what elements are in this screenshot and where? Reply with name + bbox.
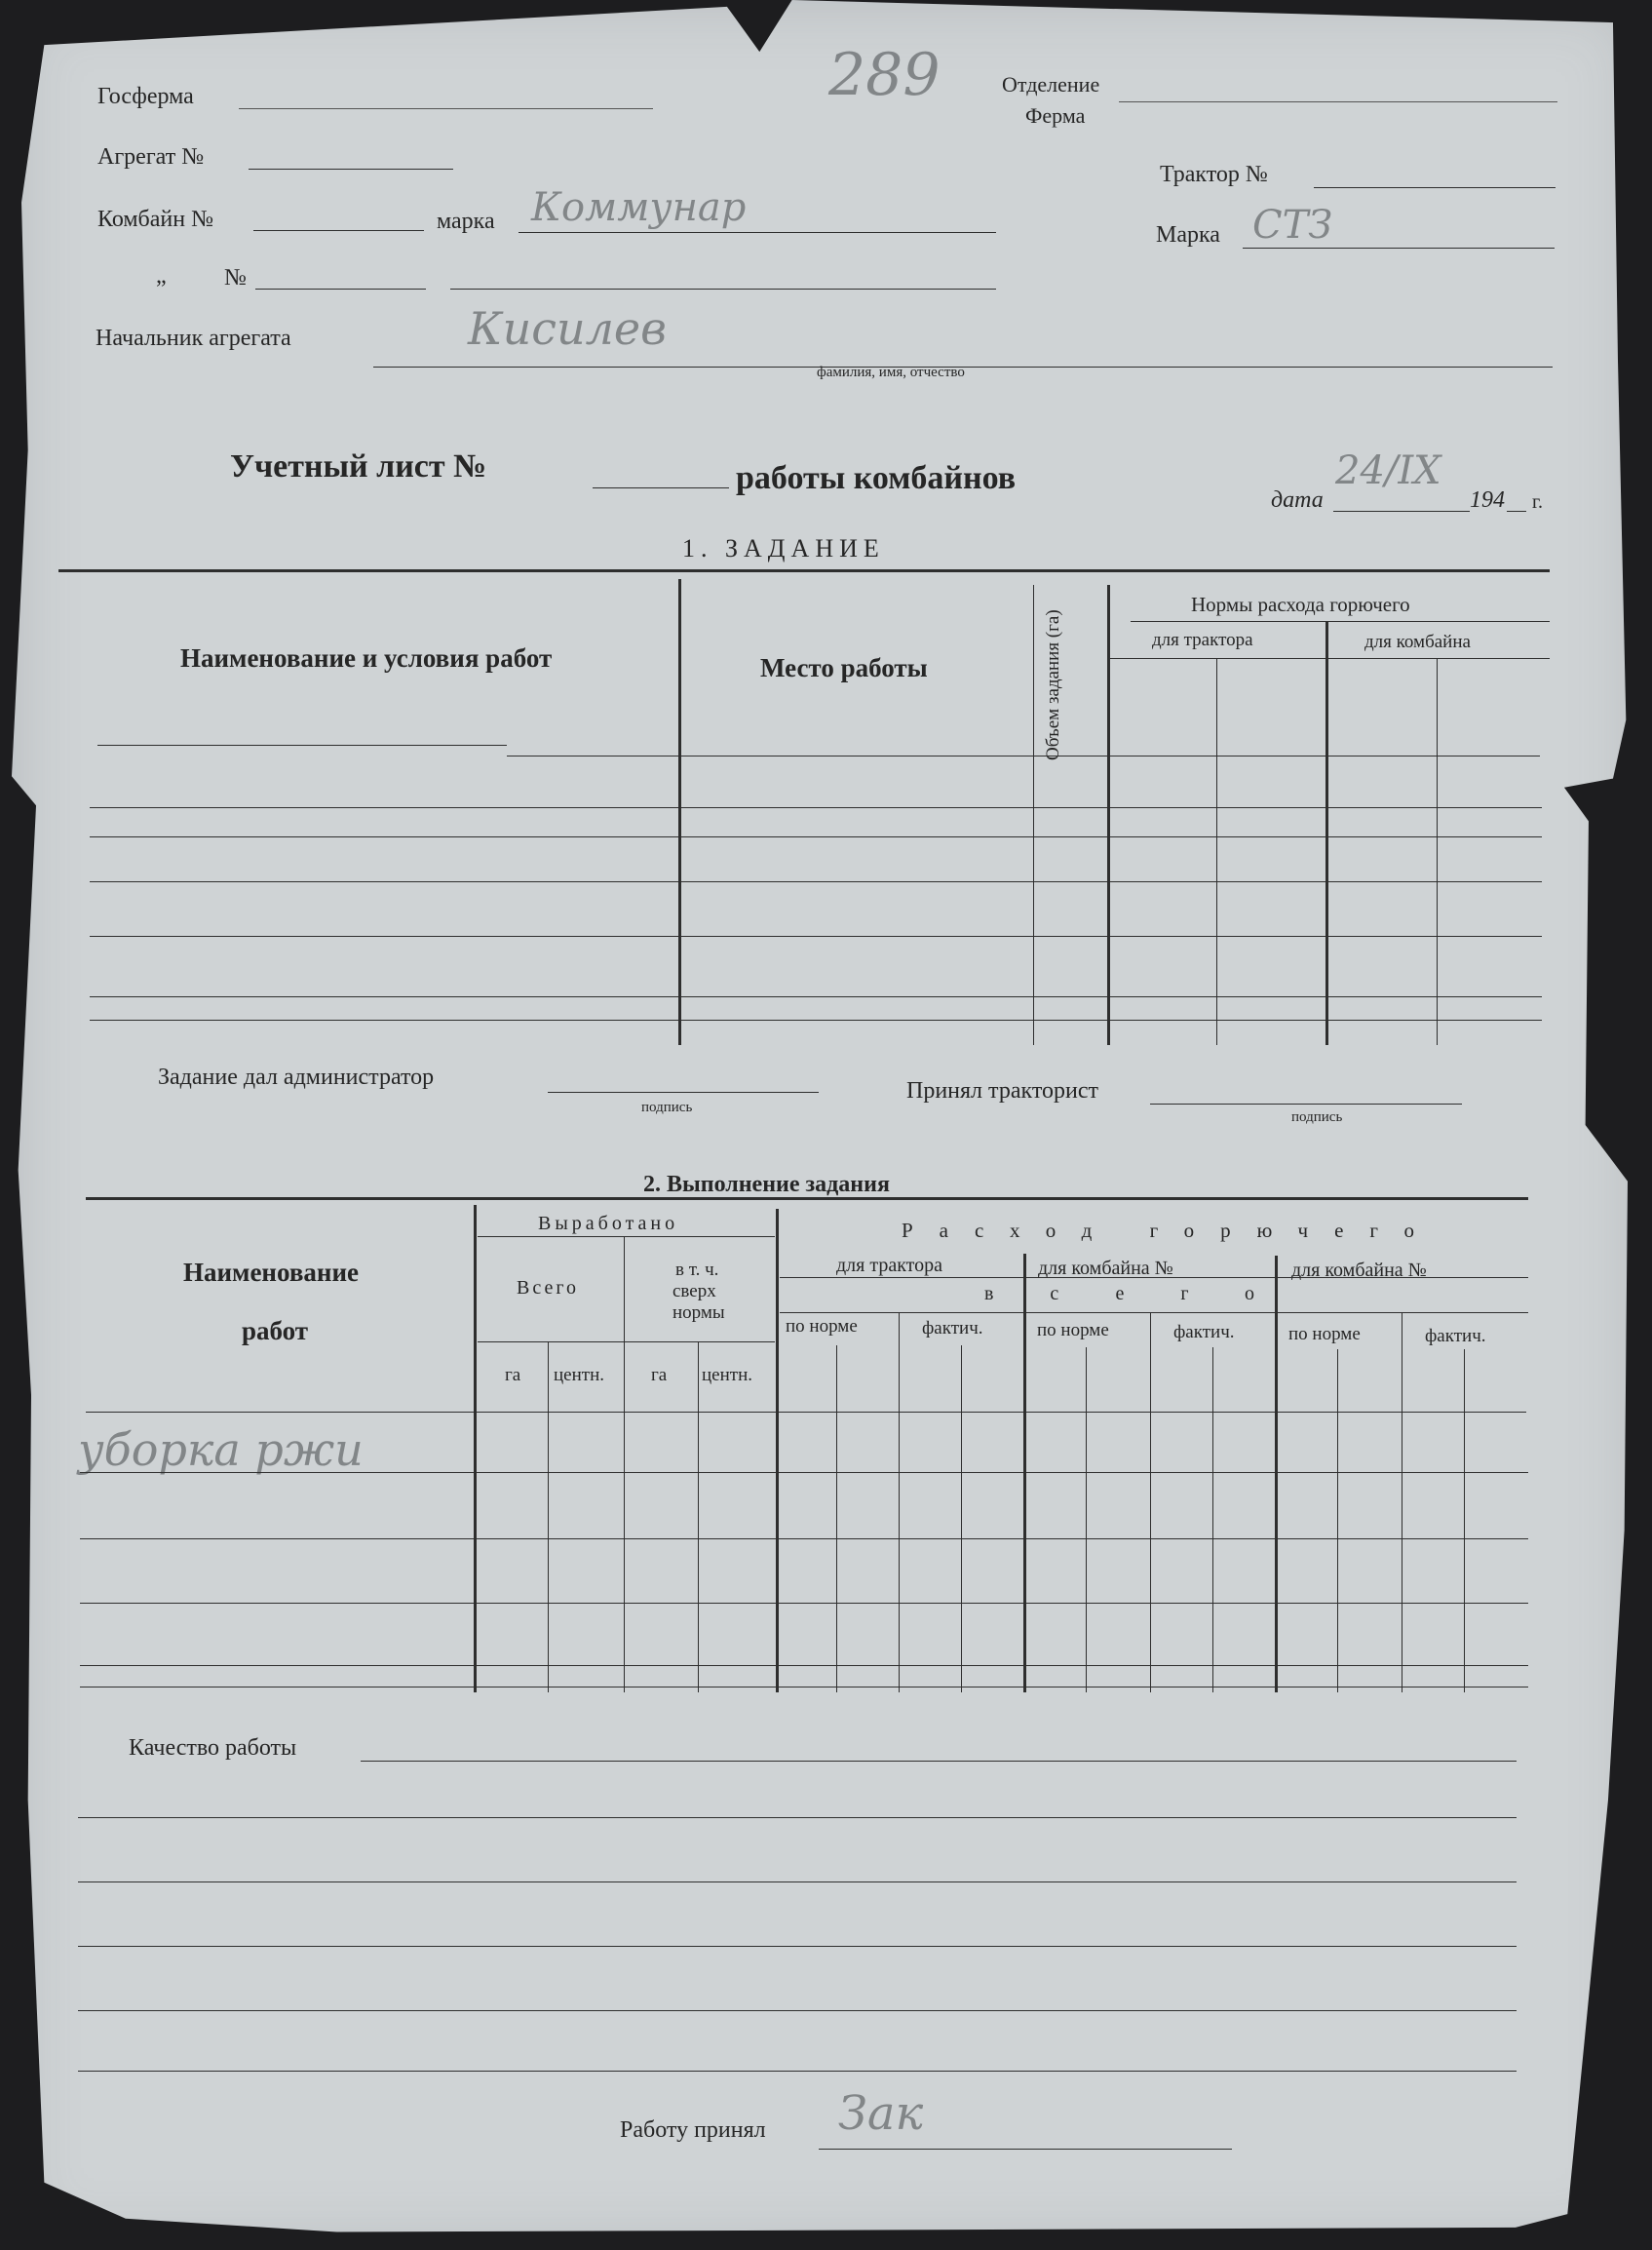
section2-divider xyxy=(548,1341,549,1692)
section2-row[interactable] xyxy=(80,1687,1528,1688)
farm-label: Госферма xyxy=(97,84,194,109)
section1-col-name: Наименование и условия работ xyxy=(180,643,553,673)
brand2-label: Марка xyxy=(1156,222,1220,248)
section1-divider-combine xyxy=(1325,621,1328,1045)
col-by-norm: по норме xyxy=(786,1316,858,1337)
section2-divider xyxy=(1212,1347,1213,1692)
accepted-by-signature-field[interactable] xyxy=(1150,1104,1462,1105)
quality-line[interactable] xyxy=(78,2010,1517,2011)
handwritten-work-name: уборка ржи xyxy=(78,1423,364,1476)
quality-label: Качество работы xyxy=(129,1735,297,1761)
section2-col-total: Всего xyxy=(517,1277,580,1299)
section2-col-for-tractor: для трактора xyxy=(836,1255,943,1276)
unit-ha: га xyxy=(651,1365,668,1385)
col-actual: фактич. xyxy=(1173,1322,1235,1342)
section2-col-name-2: работ xyxy=(242,1316,309,1345)
year-prefix: 194 xyxy=(1470,487,1505,513)
section2-divider-combine2 xyxy=(1275,1256,1278,1692)
section2-divider xyxy=(961,1345,962,1692)
chief-label: Начальник агрегата xyxy=(96,326,291,351)
quality-line[interactable] xyxy=(78,1946,1517,1947)
col-actual: фактич. xyxy=(922,1318,983,1338)
section2-header-bottom xyxy=(86,1412,1526,1413)
handwritten-chief-name: Кисилев xyxy=(468,302,667,355)
date-field[interactable] xyxy=(1333,511,1470,512)
quality-field[interactable] xyxy=(361,1761,1517,1762)
handwritten-date: 24/IX xyxy=(1335,448,1441,493)
section2-divider xyxy=(1150,1312,1151,1692)
handwritten-number: 289 xyxy=(828,41,941,109)
section1-top-rule xyxy=(58,569,1550,572)
second-combine-number-field[interactable] xyxy=(255,289,426,290)
section2-row[interactable] xyxy=(80,1603,1528,1604)
second-combine-brand-field[interactable] xyxy=(450,289,996,290)
norms-underline xyxy=(1131,621,1550,622)
unit-centn: центн. xyxy=(554,1365,604,1385)
section2-divider xyxy=(1086,1347,1087,1692)
fuel-underline xyxy=(780,1277,1528,1278)
section1-col-norms: Нормы расхода горючего xyxy=(1191,593,1410,616)
section2-top-rule xyxy=(86,1197,1528,1200)
quality-line[interactable] xyxy=(78,1817,1517,1818)
accepted-by-label: Принял тракторист xyxy=(906,1078,1098,1104)
section1-row[interactable] xyxy=(90,881,1542,882)
section2-row[interactable] xyxy=(80,1472,1528,1473)
title-part2: работы комбайнов xyxy=(736,460,1017,496)
section2-divider xyxy=(836,1345,837,1692)
unit-centn: центн. xyxy=(702,1365,752,1385)
given-by-label: Задание дал администратор xyxy=(158,1065,435,1090)
section1-col-volume: Объем задания (га) xyxy=(1043,609,1063,760)
units-underline xyxy=(478,1341,775,1342)
section2-divider-done xyxy=(474,1205,477,1692)
year-field[interactable] xyxy=(1507,511,1526,512)
accepted-by-caption: подпись xyxy=(1291,1109,1343,1125)
combine-label: Комбайн № xyxy=(97,207,213,232)
quote-mark: „ xyxy=(156,263,167,289)
handwritten-combine-brand: Коммунар xyxy=(531,185,747,230)
section1-divider-combine-mid xyxy=(1437,658,1438,1045)
section1-divider-norms xyxy=(1107,585,1110,1045)
section2-col-done: Выработано xyxy=(538,1213,679,1234)
section2-col-fuel: Расход горючего xyxy=(902,1219,1441,1242)
section2-divider-combine xyxy=(1023,1254,1026,1692)
section2-col-incl-1: в т. ч. xyxy=(675,1260,719,1280)
section2-col-incl-2: сверх xyxy=(672,1281,716,1301)
section1-row[interactable] xyxy=(90,936,1542,937)
unit-ha: га xyxy=(505,1365,521,1385)
aggregate-field[interactable] xyxy=(249,169,453,170)
section2-divider xyxy=(899,1312,900,1692)
section2-col-all: всего xyxy=(984,1283,1312,1304)
section2-divider xyxy=(1464,1349,1465,1692)
aggregate-label: Агрегат № xyxy=(97,144,205,170)
section1-divider-volume xyxy=(1033,585,1034,1045)
section1-row[interactable] xyxy=(90,1020,1542,1021)
accepted-signature-field[interactable] xyxy=(819,2149,1232,2150)
section1-divider-tractor-mid xyxy=(1216,658,1217,1045)
section2-divider xyxy=(1337,1349,1338,1692)
farm-sub-label: Ферма xyxy=(1025,103,1086,128)
accepted-label: Работу принял xyxy=(620,2117,766,2143)
title-part1: Учетный лист № xyxy=(230,448,487,485)
section1-row[interactable] xyxy=(90,836,1542,837)
section1-col-tractor: для трактора xyxy=(1152,630,1253,650)
tractor-label: Трактор № xyxy=(1160,162,1268,187)
section1-col-combine: для комбайна xyxy=(1364,632,1471,652)
combine-number-field[interactable] xyxy=(253,230,424,231)
all-underline xyxy=(780,1312,1528,1313)
section1-divider-place xyxy=(678,579,681,1045)
section1-row[interactable] xyxy=(90,807,1542,808)
section2-col-incl-3: нормы xyxy=(672,1302,725,1323)
combine-brand-field[interactable] xyxy=(519,232,996,233)
department-label: Отделение xyxy=(1002,72,1100,97)
brand-label: марка xyxy=(437,209,495,234)
section2-col-name-1: Наименование xyxy=(183,1258,359,1287)
given-by-signature-field[interactable] xyxy=(548,1092,819,1093)
tractor-field[interactable] xyxy=(1314,187,1556,188)
col-by-norm: по норме xyxy=(1288,1324,1361,1344)
fio-caption: фамилия, имя, отчество xyxy=(817,365,965,380)
sheet-number-field[interactable] xyxy=(593,487,729,488)
section2-divider xyxy=(624,1236,625,1692)
section1-heading: 1. ЗАДАНИЕ xyxy=(682,534,885,562)
year-suffix: г. xyxy=(1532,491,1543,513)
section2-divider-fuel xyxy=(776,1209,779,1692)
section1-header-bottom-left xyxy=(97,745,507,746)
section1-row[interactable] xyxy=(90,996,1542,997)
number-label: № xyxy=(224,265,247,291)
quality-line[interactable] xyxy=(78,2071,1517,2072)
done-underline xyxy=(478,1236,775,1237)
section2-col-for-combine-1: для комбайна № xyxy=(1038,1258,1173,1279)
quality-line[interactable] xyxy=(78,1881,1517,1882)
norms-sub-underline xyxy=(1109,658,1550,659)
section2-heading: 2. Выполнение задания xyxy=(643,1172,890,1197)
section2-row[interactable] xyxy=(80,1665,1528,1666)
section2-row[interactable] xyxy=(80,1538,1528,1539)
handwritten-signature: Зак xyxy=(838,2086,924,2141)
section2-col-for-combine-2: для комбайна № xyxy=(1291,1260,1427,1281)
date-label: дата xyxy=(1271,487,1324,513)
given-by-caption: подпись xyxy=(641,1100,693,1115)
tractor-brand-field[interactable] xyxy=(1243,248,1555,249)
col-actual: фактич. xyxy=(1425,1326,1486,1346)
section2-divider xyxy=(698,1341,699,1692)
department-field[interactable] xyxy=(1119,101,1557,102)
section1-col-place: Место работы xyxy=(760,653,928,682)
farm-field[interactable] xyxy=(239,108,653,109)
col-by-norm: по норме xyxy=(1037,1320,1109,1340)
handwritten-tractor-brand: СТЗ xyxy=(1252,203,1333,248)
